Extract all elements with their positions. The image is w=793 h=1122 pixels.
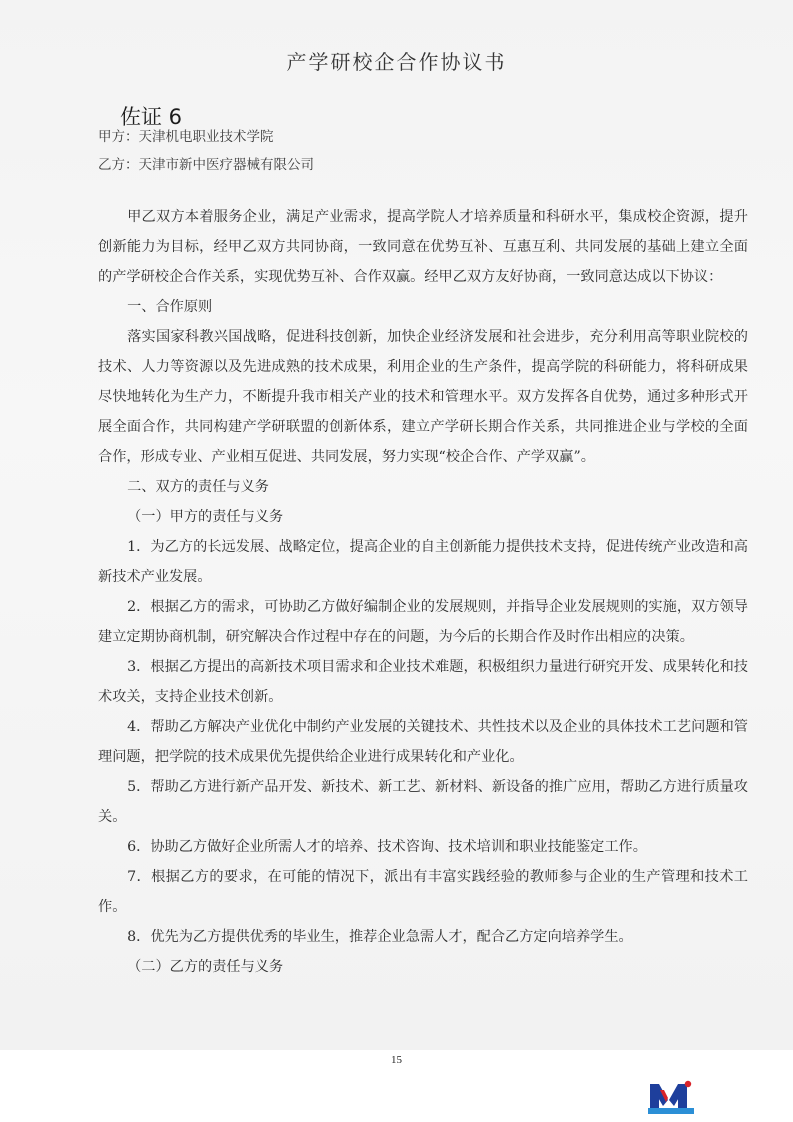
- agreement-body: [98, 202, 748, 982]
- duty-item-8: 8．优先为乙方提供优秀的毕业生，推荐企业急需人才，配合乙方定向培养学生。: [127, 929, 633, 945]
- intro-paragraph: 甲乙双方本着服务企业，满足产业需求，提高学院人才培养质量和科研水平，集成校企资源，提升创新能力为目标，经甲乙双方共同协商，一致同意在优势互补、互惠互利、共同发展的基础上建立全面的产学研校企合作关系，实现优势互补、合作双赢。经甲乙双方友好协商，一致同意达成以下协议：: [98, 209, 748, 285]
- section-heading-duties: 二、双方的责任与义务: [127, 479, 269, 495]
- duty-item-6: 6．协助乙方做好企业所需人才的培养、技术咨询、技术培训和职业技能鉴定工作。: [127, 839, 647, 855]
- duty-item-4: 4．帮助乙方解决产业优化中制约产业发展的关键技术、共性技术以及企业的具体技术工艺问题和管理问题，把学院的技术成果优先提供给企业进行成果转化和产业化。: [98, 719, 748, 765]
- duty-item-7: 7．根据乙方的要求，在可能的情况下，派出有丰富实践经验的教师参与企业的生产管理和技术工作。: [98, 869, 748, 915]
- duty-item-2: 2．根据乙方的需求，可协助乙方做好编制企业的发展规则，并指导企业发展规则的实施，双方领导建立定期协商机制，研究解决合作过程中存在的问题，为今后的长期合作及时作出相应的决策。: [98, 599, 748, 645]
- duty-item-1: 1．为乙方的长远发展、战略定位，提高企业的自主创新能力提供技术支持，促进传统产业改造和高新技术产业发展。: [98, 539, 748, 585]
- duty-item-3: 3．根据乙方提出的高新技术项目需求和企业技术难题，积极组织力量进行研究开发、成果转化和技术攻关，支持企业技术创新。: [98, 659, 748, 705]
- section-heading-principles: 一、合作原则: [127, 299, 213, 315]
- document-title: 产学研校企合作协议书: [286, 50, 507, 74]
- subheading-party-b: （二）乙方的责任与义务: [127, 959, 284, 975]
- publisher-logo-icon: [648, 1080, 694, 1114]
- party-a: 甲方：天津机电职业技术学院: [98, 129, 274, 145]
- duty-item-5: 5．帮助乙方进行新产品开发、新技术、新工艺、新材料、新设备的推广应用，帮助乙方进行质量攻关。: [98, 779, 748, 825]
- principles-paragraph: 落实国家科教兴国战略，促进科技创新，加快企业经济发展和社会进步，充分利用高等职业院校的技术、人力等资源以及先进成熟的技术成果，利用企业的生产条件，提高学院的科研能力，将科研成果尽快地转化为生产力，不断提升我市相关产业的技术和管理水平。双方发挥各自优势，通过多种形式开展全面合作，共同构建产学研联盟的创新体系，建立产学研长期合作关系，共同推进企业与学校的全面合作，形成专业、产业相互促进、共同发展，努力实现“校企合作、产学双赢”。: [98, 329, 748, 465]
- subheading-party-a: （一）甲方的责任与义务: [127, 509, 284, 525]
- party-b: 乙方：天津市新中医疗器械有限公司: [98, 157, 314, 173]
- evidence-label: 佐证 6: [120, 105, 183, 129]
- page-number: 15: [391, 1054, 402, 1066]
